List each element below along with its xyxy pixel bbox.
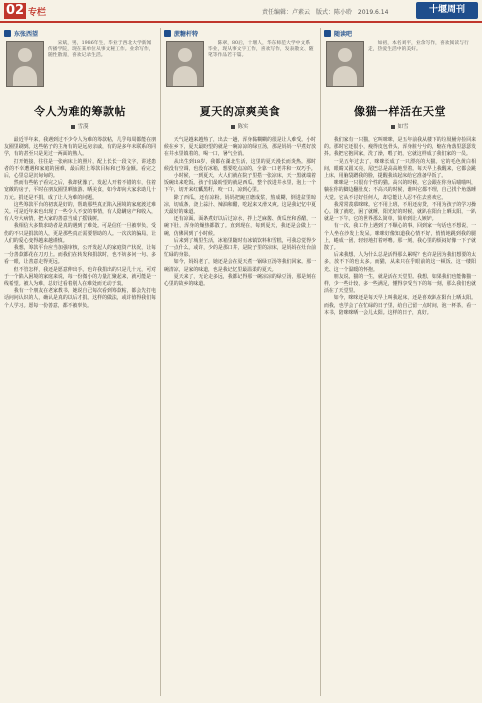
column-name: 蔗糖杆特 bbox=[174, 30, 199, 38]
square-icon bbox=[4, 30, 11, 37]
paragraph: 还有凉面。面条煮好以后过凉水，拌上芝麻酱、黄瓜丝和香醋，一碗下肚，浑身的燥热都散了。直到现在，每到夏天，我还是会做上一碗，仿佛回到了小时候。 bbox=[164, 216, 316, 237]
square-icon bbox=[71, 125, 75, 129]
header-rule bbox=[0, 21, 482, 23]
page-header bbox=[0, 0, 482, 22]
paragraph: 夏天来了，无论走多远，我都记得那一碗凉凉的绿豆汤，那是刻在心里的故乡的味道。 bbox=[164, 273, 316, 288]
author-photo bbox=[326, 41, 364, 87]
article-title: 像猫一样活在天堂 bbox=[354, 105, 446, 118]
paragraph: 后来到了城里生活，冰箱里随时有冰镇饮料和雪糕，可我总觉得少了一点什么。或许，少的是那口井，是院子里的凉床，是妈妈在灶台前忙碌的身影。 bbox=[164, 237, 316, 259]
byline-name: 如雪 bbox=[397, 124, 409, 130]
page-number: 02 bbox=[5, 3, 25, 18]
article-title: 令人为难的筹款帖 bbox=[34, 105, 126, 118]
square-icon bbox=[324, 30, 331, 37]
paragraph: 如今，咪咪还是每天早上叫我起床，还是喜欢趴在阳台上晒太阳。而我，也学会了在忙碌的日子里，给自己留一点时间，泡一杯茶，看一本书，陪咪咪晒一会儿太阳。这样的日子，真好。 bbox=[324, 295, 476, 316]
author-box bbox=[4, 41, 156, 91]
paragraph: 我相信大多数求助者是真的遇到了难处。可是信任一旦被辜负，受伤的不只是捐款的人，更是那些真正需要帮助的人。一次次的骗局，让人们的爱心变得越来越谨慎。 bbox=[4, 223, 156, 244]
paragraph: 最近半年来，我遇到过不少令人为难的筹款帖，几乎每周都能在朋友圈里刷到。这些帖子的主角有的是远房亲戚，有的是多年未联系的同学，有的甚至只是见过一两面的熟人。 bbox=[4, 137, 156, 158]
author-photo bbox=[6, 41, 44, 87]
section-name: 专栏 bbox=[28, 8, 47, 18]
byline-name: 陈实 bbox=[237, 124, 249, 130]
square-icon bbox=[231, 125, 235, 129]
author-bio: 宋斌，男，1986年生，毕业于西北大学新闻传播学院，现在某单位从事文秘工作。业余写作，随性散漫，喜欢记录生活。 bbox=[48, 41, 154, 59]
column-divider bbox=[320, 28, 321, 696]
article-title: 夏天的凉爽美食 bbox=[199, 105, 281, 118]
article-body bbox=[164, 137, 316, 288]
article-body bbox=[4, 137, 156, 310]
paragraph: 有一次，我工作上遇到了不顺心的事，回到家一句话也不想说，一个人坐在沙发上发呆。咪咪好像知道我心情不好，悄悄地跳到我的腿上，蜷成一团，轻轻地打着呼噜。那一刻，我心里的烦闷好像一下子就散了。 bbox=[324, 223, 476, 252]
paragraph: 但不管怎样，我还是愿意伸出手。也许我捐出的只是几十元，可对于一个陷入困境的家庭来说，每一份微小的力量汇聚起来，就可能是一线希望。被人为难，总好过看着别人在难处而无动于衷。 bbox=[4, 266, 156, 288]
author-photo bbox=[166, 41, 204, 87]
column-tag bbox=[164, 28, 316, 38]
article-column-3 bbox=[324, 28, 476, 696]
byline-name: 雪漠 bbox=[77, 124, 89, 130]
article-byline bbox=[164, 122, 316, 130]
article-column-2 bbox=[164, 28, 316, 696]
column-divider bbox=[160, 28, 161, 696]
article-column-1 bbox=[4, 28, 156, 696]
author-box bbox=[324, 41, 476, 91]
paragraph: 一晃五年过去了，咪咪长成了一只漂亮的大猫。它的毛色黄白相间，眼睛又圆又亮，尾巴总是高高地竖着。每天早上我醒来，它都会跳上床，用脑袋蹭我的脸，提醒我该起床给它准备早饭了。 bbox=[324, 158, 476, 180]
author-bio: 如初，本名刘平，业余写作，喜欢阅读与行走，热爱生活中的美好。 bbox=[368, 41, 469, 53]
square-icon bbox=[164, 30, 171, 37]
column-name: 随读吧 bbox=[334, 30, 353, 38]
paragraph: 我们家有一只猫，它叫咪咪，是五年前我从楼下的垃圾桶旁捡回来的。那时它还很小，瘦得皮包骨头，浑身脏兮兮的，缩在角落里瑟瑟发抖。我把它抱回家，洗了澡，喂了奶，它就这样成了我们家的一员。 bbox=[324, 137, 476, 158]
newspaper-logo: 十堰周刊 bbox=[416, 2, 478, 19]
paragraph: 咪咪是一只很有个性的猫。高兴的时候，它会跟在你身后喵喵叫，躺在你的脚边翻肚皮；不高兴的时候，谁叫它都不理，自己找个角落睡大觉。它从不讨好任何人，却总能让人忍不住去喜欢它。 bbox=[324, 180, 476, 201]
editor-name: 责任编辑：卢素云 bbox=[262, 9, 311, 16]
paragraph: 后来我想，人为什么总是活得那么累呢？也许是因为我们想要的太多，放不下的也太多。而猫，从来只在乎眼前的这一顿饭、这一缕阳光、这一个温暖的怀抱。 bbox=[324, 252, 476, 273]
paragraph: 我有一个朋友在老家教书，她说自己每次看到筹款帖，都会先打电话问问认识的人，确认是真的以后才捐。这样的做法，或许值得我们每个人学习。愿每一份善意，都不被辜负。 bbox=[4, 288, 156, 309]
article-byline bbox=[324, 122, 476, 130]
paragraph: 我想，筹款平台应当加强审核，公开发起人的家庭资产状况，让每一分善款都花在刀刃上。而我们在转发和捐款时，也不妨多问一句、多看一眼，让善意走得更远。 bbox=[4, 245, 156, 266]
paragraph: 我常常羡慕咪咪。它不用上班，不用还房贷，不用为孩子的学习操心。饿了就吃，困了就睡，阳光好的时候，就趴在阳台上晒太阳，一趴就是一下午。它的世界那么简单，简单到让人嫉妒。 bbox=[324, 201, 476, 223]
paragraph: 从出生到18岁，我都在湖北生活，这里的夏天漫长而炎热。那时候没有空调，也没有冰箱，想要吃点凉的，全靠一口老井和一双巧手。 bbox=[164, 158, 316, 172]
issue-date: 2019.6.14 bbox=[357, 9, 389, 16]
paragraph: 这些筹款平台的初衷是好的，帮助那些真正陷入困境的家庭渡过难关。可是近年来也出现了一些令人不安的事情，有人隐瞒房产和收入，有人夸大病情，把大家的善意当成了摇钱树。 bbox=[4, 201, 156, 223]
paragraph: 打开链接，往往是一张病床上的照片，配上长长一段文字，讲述患者的不幸遭遇和家庭的困难，最后附上筹款目标和已筹金额。看完之后，心里总是沉甸甸的。 bbox=[4, 158, 156, 180]
editor-info bbox=[262, 7, 392, 16]
article-byline bbox=[4, 122, 156, 130]
author-bio: 陈翠，80后，十堰人，华东师范大学中文系毕业，现从事文字工作，喜欢写作，发表散文、随笔等作品若干篇。 bbox=[208, 41, 314, 59]
column-tag bbox=[4, 28, 156, 38]
paragraph: 朋友说，猫的一生，就是活在天堂里。我想，如果我们也能像猫一样，少一些计较，多一些满足，懂得享受当下的每一刻，那么我们也就活在了天堂里。 bbox=[324, 273, 476, 295]
paragraph: 如今，妈妈老了，她还是会在夏天煮一锅绿豆汤等我们回家。那一碗清凉，是家的味道，也是我记忆里最温柔的夏天。 bbox=[164, 259, 316, 273]
square-icon bbox=[391, 125, 395, 129]
paragraph: 然而有些帖子看完之后，我却犹豫了。发起人开着不错的车，住着宽敞的房子，平时在朋友圈里晒旅游、晒美食，如今却向大家求助几十万元。捐还是不捐，成了让人为难的问题。 bbox=[4, 180, 156, 201]
article-body bbox=[324, 137, 476, 317]
paragraph: 天气是越来越热了，出去一趟，浑身黏糊糊的很是让人难受。小时候在乡下，夏天最盼望的就是一碗凉凉的绿豆汤，那是妈妈一早煮好放在井水里镇着的，喝一口，暑气全消。 bbox=[164, 137, 316, 158]
column-tag bbox=[324, 28, 476, 38]
design-name: 版式：陈小聆 bbox=[315, 9, 352, 16]
column-name: 东张西望 bbox=[14, 30, 39, 38]
paragraph: 小时候，一到夏天，大人们就在院子里搭一张凉床，天一黑就端着饭碗出来吃饭。孩子们最盼望的就是西瓜，整个放进井水里，泡上一个下午，切开来红瓤黑籽，咬一口，凉到心里。 bbox=[164, 173, 316, 194]
paragraph: 除了西瓜，还有凉粉。妈妈把豌豆磨成浆，熬成糊，倒进盆里晾凉，切成条，浇上蒜汁、辣油和醋，吃起来又滑又爽。这是我记忆中夏天最好的味道。 bbox=[164, 194, 316, 216]
author-box bbox=[164, 41, 316, 91]
